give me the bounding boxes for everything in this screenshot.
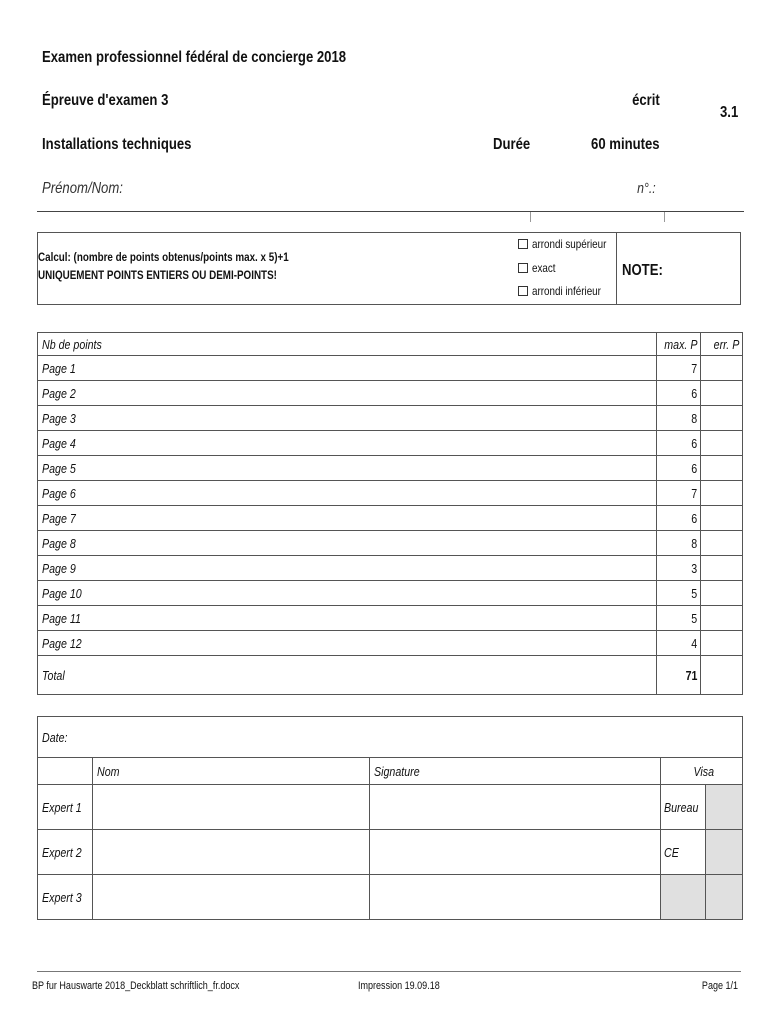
checkbox-round-up[interactable] [518,239,528,249]
expert-name-cell[interactable] [92,785,369,830]
table-row [38,481,743,506]
table-row [38,830,743,875]
points-table-header [38,333,743,356]
date-cell[interactable] [38,717,743,758]
signature-table [37,716,743,920]
visa-label: Bureau [663,799,698,815]
table-row [38,381,743,406]
max-points: 3 [691,560,697,576]
table-row [38,581,743,606]
checkbox-round-down[interactable] [518,286,528,296]
signature-header-row [38,758,743,785]
table-row [38,356,743,381]
max-points-header: max. P [663,336,697,352]
page-label: Page 11 [42,610,81,626]
exam-code: 3.1 [719,104,738,121]
header-divider [37,211,744,212]
calculation-separator [616,232,617,305]
page-label: Page 6 [42,485,76,501]
max-points: 8 [691,535,697,551]
obtained-points-cell[interactable] [701,431,743,456]
empty-header-cell [38,758,93,785]
page-label: Page 2 [42,385,76,401]
page-label: Page 1 [42,360,76,376]
calculation-formula: Calcul: (nombre de points obtenus/points max. x 5)+1 [38,250,289,264]
table-row [38,631,743,656]
expert-signature-cell[interactable] [369,785,660,830]
name-column-header: Nom [96,763,120,779]
footer-page-number: Page 1/1 [701,980,738,992]
max-points: 7 [691,360,697,376]
obtained-points-cell[interactable] [701,531,743,556]
total-label: Total [42,667,65,683]
grade-label: NOTE: [622,262,663,279]
max-points: 6 [691,385,697,401]
footer-print-date: Impression 19.09.18 [358,980,440,992]
page-label: Page 3 [42,410,76,426]
exam-mode: écrit [632,92,660,109]
points-table [37,332,743,695]
points-header-label: Nb de points [42,336,102,352]
obtained-points-cell[interactable] [701,406,743,431]
obtained-points-cell[interactable] [701,556,743,581]
obtained-points-cell[interactable] [701,381,743,406]
table-row [38,875,743,920]
obtained-points-cell[interactable] [701,581,743,606]
exam-subject: Installations techniques [42,136,192,153]
signature-column-header: Signature [373,763,420,779]
max-points: 5 [691,610,697,626]
expert-label: Expert 1 [42,799,82,815]
obtained-points-cell[interactable] [701,631,743,656]
obtained-points-cell[interactable] [701,456,743,481]
expert-label: Expert 2 [42,844,82,860]
duration-label: Durée [493,136,531,153]
err-points-header: err. P [713,336,739,352]
page-label: Page 4 [42,435,76,451]
max-points: 4 [691,635,697,651]
page-label: Page 8 [42,535,76,551]
date-row [38,717,743,758]
table-row [38,531,743,556]
calculation-rule: UNIQUEMENT POINTS ENTIERS OU DEMI-POINTS! [38,268,277,282]
total-row [38,656,743,695]
page-label: Page 10 [42,585,82,601]
visa-cell[interactable] [706,830,743,875]
name-field-label[interactable]: Prénom/Nom: [42,180,123,197]
table-row [38,431,743,456]
header-tick [530,212,531,222]
obtained-points-cell[interactable] [701,481,743,506]
table-row [38,785,743,830]
expert-name-cell[interactable] [92,875,369,920]
expert-signature-cell[interactable] [369,830,660,875]
expert-name-cell[interactable] [92,830,369,875]
expert-signature-cell[interactable] [369,875,660,920]
table-row [38,406,743,431]
footer-divider [37,971,741,972]
max-points: 5 [691,585,697,601]
header-tick [664,212,665,222]
visa-label: CE [663,844,679,860]
visa-column-header: Visa [693,763,714,779]
visa-cell[interactable] [706,785,743,830]
candidate-number-label[interactable]: n°.: [637,180,656,197]
table-row [38,606,743,631]
table-row [38,506,743,531]
page-label: Page 5 [42,460,76,476]
checkbox-exact[interactable] [518,263,528,273]
obtained-points-cell[interactable] [701,506,743,531]
visa-cell[interactable] [660,875,706,920]
max-points: 6 [691,460,697,476]
document-title: Examen professionnel fédéral de concierge 2018 [42,49,347,66]
obtained-points-cell[interactable] [701,356,743,381]
table-row [38,556,743,581]
visa-cell[interactable] [706,875,743,920]
expert-label: Expert 3 [42,889,82,905]
max-points: 6 [691,435,697,451]
page-label: Page 7 [42,510,76,526]
table-row [38,456,743,481]
exam-number: Épreuve d'examen 3 [42,92,169,109]
checkbox-exact-label: exact [532,261,556,275]
page-label: Page 12 [42,635,82,651]
total-max-points: 71 [685,667,697,683]
page-label: Page 9 [42,560,76,576]
footer-filename: BP fur Hauswarte 2018_Deckblatt schriftlich_fr.docx [32,980,240,992]
max-points: 6 [691,510,697,526]
total-obtained-cell[interactable] [701,656,743,695]
max-points: 7 [691,485,697,501]
obtained-points-cell[interactable] [701,606,743,631]
checkbox-round-up-label: arrondi supérieur [532,237,607,251]
date-label: Date: [42,729,68,745]
duration-value: 60 minutes [591,136,660,153]
checkbox-round-down-label: arrondi inférieur [532,284,601,298]
max-points: 8 [691,410,697,426]
